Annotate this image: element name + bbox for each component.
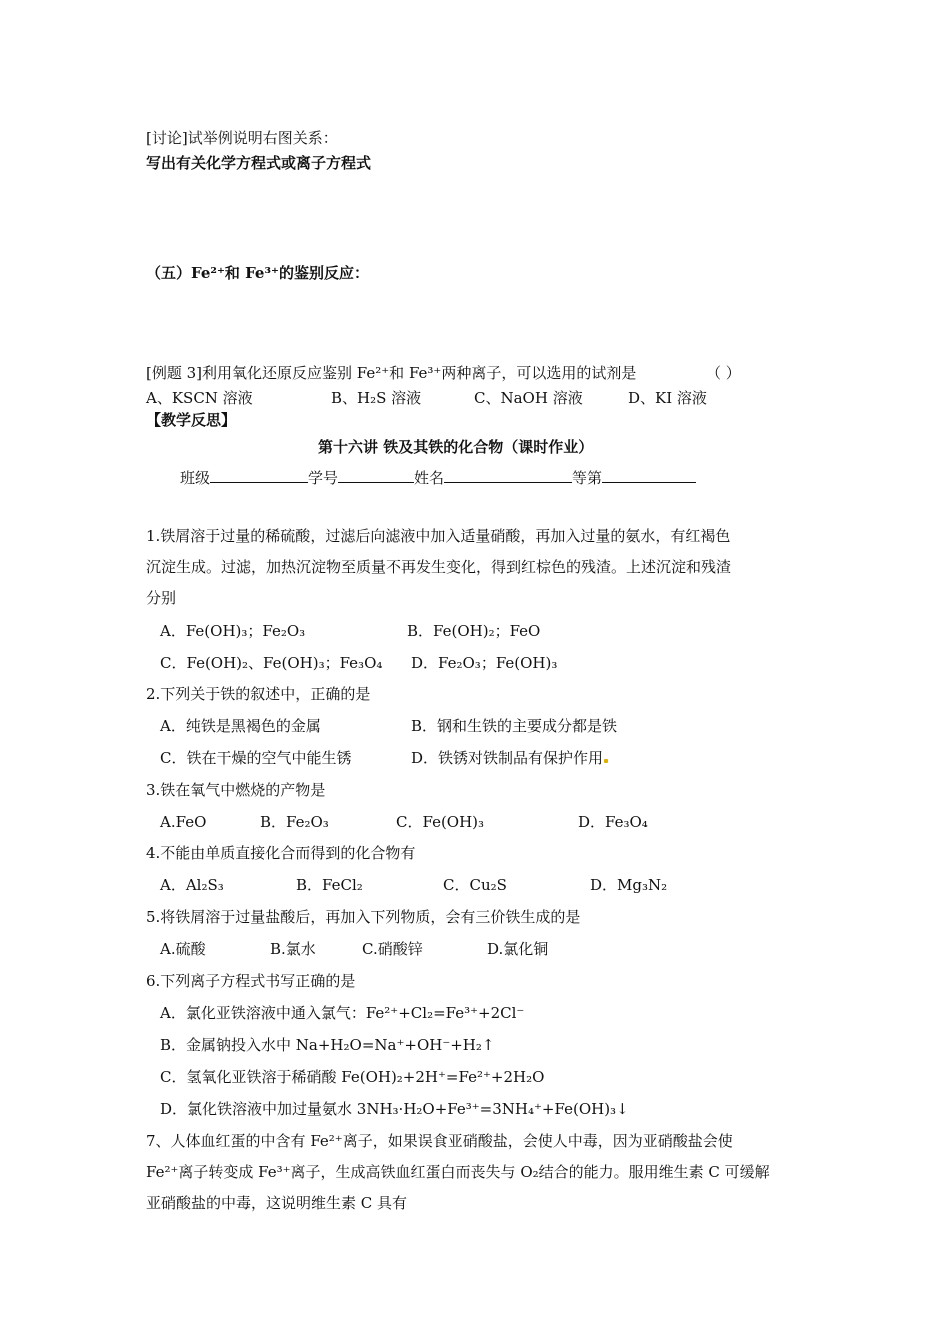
student-info-row (180, 468, 696, 488)
q6-stem: 6.下列离子方程式书写正确的是 (146, 972, 356, 990)
q7-stem-line3: 亚硝酸盐的中毒，这说明维生素 C 具有 (146, 1194, 408, 1212)
example3-answer-paren: （ ） (706, 364, 741, 382)
q6-option-c: C．氢氧化亚铁溶于稀硝酸 Fe(OH)₂+2H⁺=Fe²⁺+2H₂O (160, 1068, 545, 1086)
q3-option-c: C．Fe(OH)₃ (396, 813, 485, 831)
q1-option-d: D．Fe₂O₃；Fe(OH)₃ (411, 654, 558, 672)
class-label: 班级 (180, 469, 211, 487)
q7-stem-line1: 7、人体血红蛋的中含有 Fe²⁺离子，如果误食亚硝酸盐，会使人中毒，因为亚硝酸盐会使 (146, 1132, 733, 1150)
discussion-prompt: [讨论]试举例说明右图关系： (146, 129, 338, 147)
q4-option-c: C．Cu₂S (443, 876, 507, 894)
q4-option-a: A．Al₂S₃ (160, 876, 224, 894)
q2-option-a: A．纯铁是黑褐色的金属 (160, 717, 321, 735)
q1-option-b: B．Fe(OH)₂；FeO (407, 622, 541, 640)
q2-option-d (411, 748, 608, 768)
q4-option-d: D．Mg₃N₂ (590, 876, 668, 894)
homework-title: 第十六讲 铁及其铁的化合物（课时作业） (318, 438, 594, 456)
class-blank[interactable] (210, 468, 308, 483)
name-label: 姓名 (414, 469, 445, 487)
q3-option-b: B．Fe₂O₃ (260, 813, 329, 831)
q2-option-b: B．钢和生铁的主要成分都是铁 (411, 717, 618, 735)
q5-option-b: B.氯水 (270, 940, 316, 958)
grade-label: 等第 (572, 469, 603, 487)
q3-stem: 3.铁在氧气中燃烧的产物是 (146, 781, 326, 799)
example3-option-b: B、H₂S 溶液 (331, 389, 422, 407)
q3-option-d: D．Fe₃O₄ (578, 813, 648, 831)
section-five-heading: （五）Fe²⁺和 Fe³⁺的鉴别反应： (146, 264, 369, 282)
q1-option-c: C．Fe(OH)₂、Fe(OH)₃；Fe₃O₄ (160, 654, 383, 672)
example3-option-d: D、KI 溶液 (628, 389, 707, 407)
teaching-reflection-heading: 【教学反思】 (146, 411, 237, 429)
student-number-label: 学号 (308, 469, 339, 487)
example3-option-c: C、NaOH 溶液 (474, 389, 583, 407)
q6-option-b: B．金属钠投入水中 Na+H₂O=Na⁺+OH⁻+H₂↑ (160, 1036, 495, 1054)
discussion-instruction: 写出有关化学方程式或离子方程式 (146, 154, 372, 172)
grade-blank[interactable] (602, 468, 696, 483)
q2-option-c: C．铁在干燥的空气中能生锈 (160, 749, 352, 767)
q1-stem-line3: 分别 (146, 589, 177, 607)
marker-dot (604, 759, 608, 763)
student-number-blank[interactable] (338, 468, 414, 483)
q2-option-d-text: D．铁锈对铁制品有保护作用 (411, 749, 604, 767)
q1-option-a: A．Fe(OH)₃；Fe₂O₃ (160, 622, 306, 640)
q1-stem-line2: 沉淀生成。过滤，加热沉淀物至质量不再发生变化，得到红棕色的残渣。上述沉淀和残渣 (146, 558, 732, 576)
q6-option-a: A．氯化亚铁溶液中通入氯气：Fe²⁺+Cl₂=Fe³⁺+2Cl⁻ (160, 1004, 525, 1022)
q7-stem-line2: Fe²⁺离子转变成 Fe³⁺离子，生成高铁血红蛋白而丧失与 O₂结合的能力。服用维生素 C 可缓解 (146, 1163, 770, 1181)
q5-option-a: A.硫酸 (160, 940, 206, 958)
name-blank[interactable] (444, 468, 572, 483)
q5-option-d: D.氯化铜 (487, 940, 549, 958)
q4-option-b: B．FeCl₂ (296, 876, 363, 894)
example3-stem: [例题 3]利用氧化还原反应鉴别 Fe²⁺和 Fe³⁺两种离子，可以选用的试剂是 (146, 364, 637, 382)
example3-option-a: A、KSCN 溶液 (146, 389, 253, 407)
q4-stem: 4.不能由单质直接化合而得到的化合物有 (146, 844, 416, 862)
q5-stem: 5.将铁屑溶于过量盐酸后，再加入下列物质，会有三价铁生成的是 (146, 908, 581, 926)
q5-option-c: C.硝酸锌 (362, 940, 423, 958)
q6-option-d: D．氯化铁溶液中加过量氨水 3NH₃·H₂O+Fe³⁺=3NH₄⁺+Fe(OH)₃↓ (160, 1100, 629, 1118)
q1-stem-line1: 1.铁屑溶于过量的稀硫酸，过滤后向滤液中加入适量硝酸，再加入过量的氨水，有红褐色 (146, 527, 731, 545)
q3-option-a: A.FeO (160, 813, 207, 831)
q2-stem: 2.下列关于铁的叙述中，正确的是 (146, 685, 371, 703)
